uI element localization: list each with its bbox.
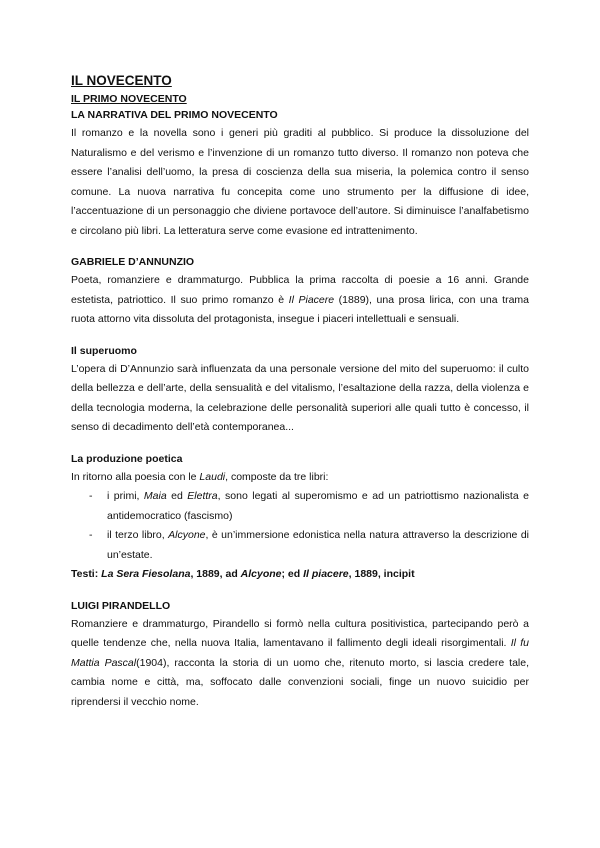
superuomo-heading: Il superuomo: [71, 344, 137, 357]
dannunzio-heading: GABRIELE D’ANNUNZIO: [71, 256, 195, 268]
pirandello-heading: LUIGI PIRANDELLO: [71, 599, 171, 612]
document-title: IL NOVECENTO: [71, 73, 172, 88]
narrativa-heading: LA NARRATIVA DEL PRIMO NOVECENTO: [71, 109, 278, 121]
produzione-heading: La produzione poetica: [71, 452, 183, 465]
superuomo-paragraph: L’opera di D’Annunzio sarà influenzata da una personale versione del mito del superuomo: il culto della bellezza e dell’arte, della sensualità e del vitalismo, l’esaltazione della razza, della violenza e della tecnologia moderna, la celebrazione delle personalità superiori alle quali tutto è concesso, il senso di decadimento dell’età contemporanea...: [71, 362, 529, 433]
document-page: [71, 72, 529, 712]
testi-line: Testi: La Sera Fiesolana, 1889, ad Alcyone; ed Il piacere, 1889, incipit: [71, 568, 415, 580]
produzione-intro: In ritorno alla poesia con le Laudi, composte da tre libri:: [71, 470, 329, 483]
mattia-pascal-title: Il fu Mattia Pascal: [71, 637, 529, 669]
pirandello-paragraph: Romanziere e drammaturgo, Pirandello si formò nella cultura positivistica, partecipando però a quelle tendenze che, nella nuova Italia, lamentavano il fallimento degli ideali risorgimentali. Il fu Mattia Pascal(1904), racconta la storia di un uomo che, ritenuto morto, si lascia credere tale, cambia nome e città, ma, soffocato dalle convenzioni sociali, finge un nuovo suicidio per riprendersi il vecchio nome.: [71, 617, 529, 708]
laudi-title: Laudi: [199, 470, 226, 483]
dannunzio-paragraph: Poeta, romanziere e drammaturgo. Pubblica la prima raccolta di poesie a 16 anni. Grande estetista, patriottico. Il suo primo romanzo è Il Piacere (1889), una prosa lirica, con una trama ruota attorno vita dissoluta del protagonista, insegue i piaceri intellettuali e sensuali.: [71, 274, 529, 325]
section-subtitle: IL PRIMO NOVECENTO: [71, 93, 187, 105]
list-item: - il terzo libro, Alcyone, è un’immersione edonistica nella natura attraverso la descrizione di un’estate.: [89, 529, 529, 561]
il-piacere-title: Il Piacere: [288, 293, 335, 306]
narrativa-paragraph: Il romanzo e la novella sono i generi più graditi al pubblico. Si produce la dissoluzione del Naturalismo e del verismo e l’invenzione di un romanzo tutto diverso. Il romanzo non poteva che essere l’analisi dell’uomo, la presa di coscienza della sua miseria, la polemica contro il senso comune. La nuova narrativa fu concepita come uno strumento per la diffusione di idee, l’accentuazione di un personaggio che diviene portavoce dell’autore. Si diminuisce l’analfabetismo e circolano più libri. La letteratura serve come evasione ed intrattenimento.: [71, 127, 529, 237]
list-item: - i primi, Maia ed Elettra, sono legati al superomismo e ad un patriottismo nazionalista e antidemocratico (fascismo): [89, 490, 529, 522]
laudi-list: [71, 487, 529, 565]
